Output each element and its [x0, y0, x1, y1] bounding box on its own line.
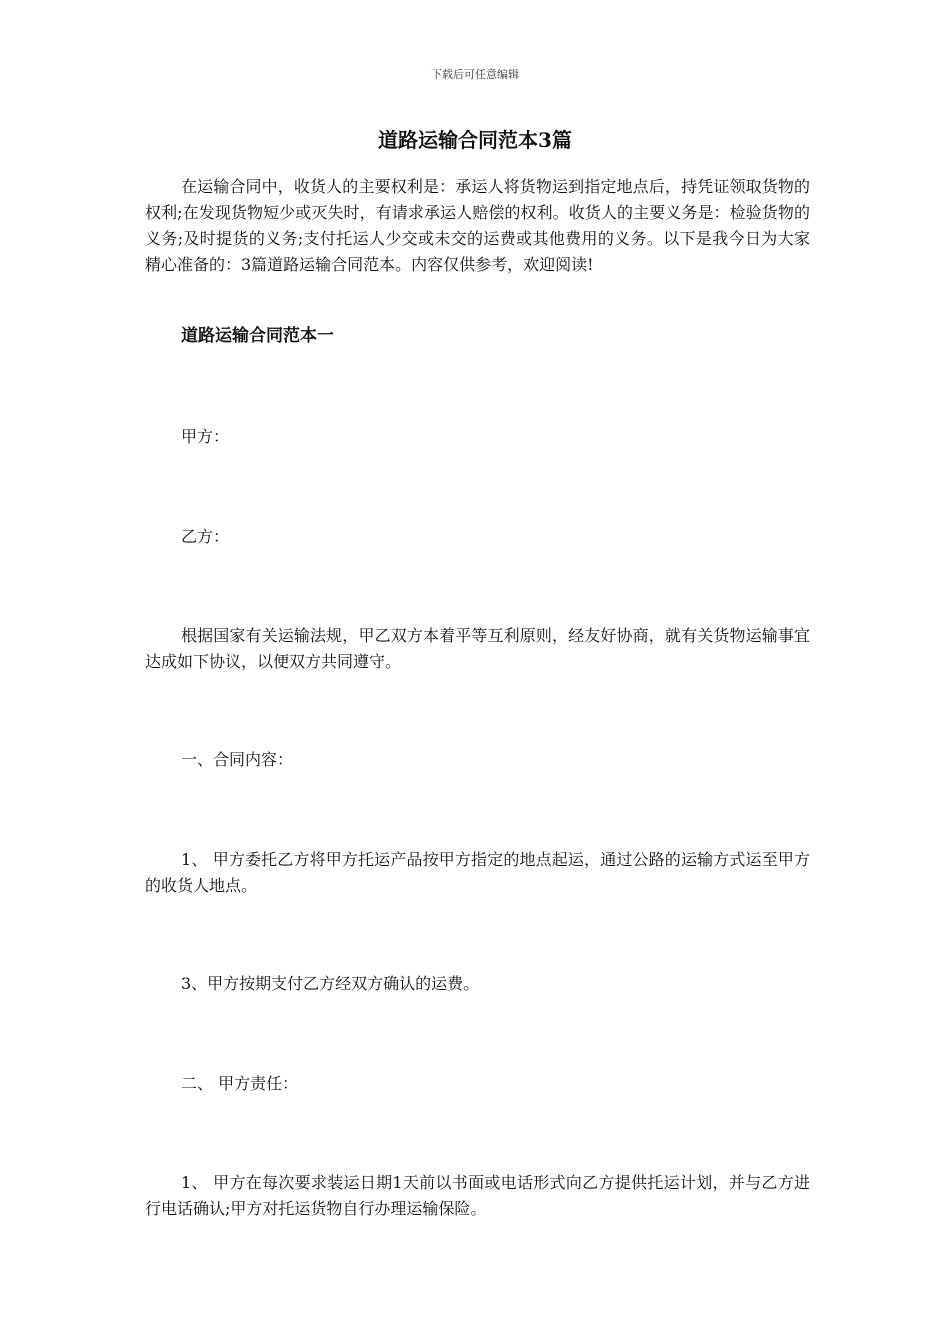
- party-b-label: 乙方：: [181, 527, 230, 546]
- clause-heading: 一、合同内容：: [181, 750, 294, 769]
- preamble-paragraph: 根据国家有关运输法规，甲乙双方本着平等互利原则，经友好协商，就有关货物运输事宜达成如下协议，以便双方共同遵守。: [145, 626, 810, 671]
- clause-heading: 二、 甲方责任：: [181, 1074, 299, 1093]
- party-a-label: 甲方：: [181, 427, 230, 446]
- clause-item: 1、 甲方委托乙方将甲方托运产品按甲方指定的地点起运，通过公路的运输方式运至甲方的收货人地点。: [145, 850, 810, 895]
- clause-item: 3、甲方按期支付乙方经双方确认的运费。: [181, 974, 480, 993]
- header-note: 下载后可任意编辑: [431, 68, 519, 81]
- section-heading: 道路运输合同范本一: [181, 326, 334, 346]
- intro-paragraph: 在运输合同中，收货人的主要权利是：承运人将货物运到指定地点后，持凭证领取货物的权利;在发现货物短少或灭失时，有请求承运人赔偿的权利。收货人的主要义务是：检验货物的义务;及时提货的义务;支付托运人少交或未交的运费或其他费用的义务。以下是我今日为大家精心准备的：3篇道路运输合同范本。内容仅供参考，欢迎阅读!: [145, 177, 810, 274]
- clause-item: 1、 甲方在每次要求装运日期1天前以书面或电话形式向乙方提供托运计划，并与乙方进行电话确认;甲方对托运货物自行办理运输保险。: [145, 1173, 810, 1218]
- document-title: 道路运输合同范本3篇: [378, 128, 572, 152]
